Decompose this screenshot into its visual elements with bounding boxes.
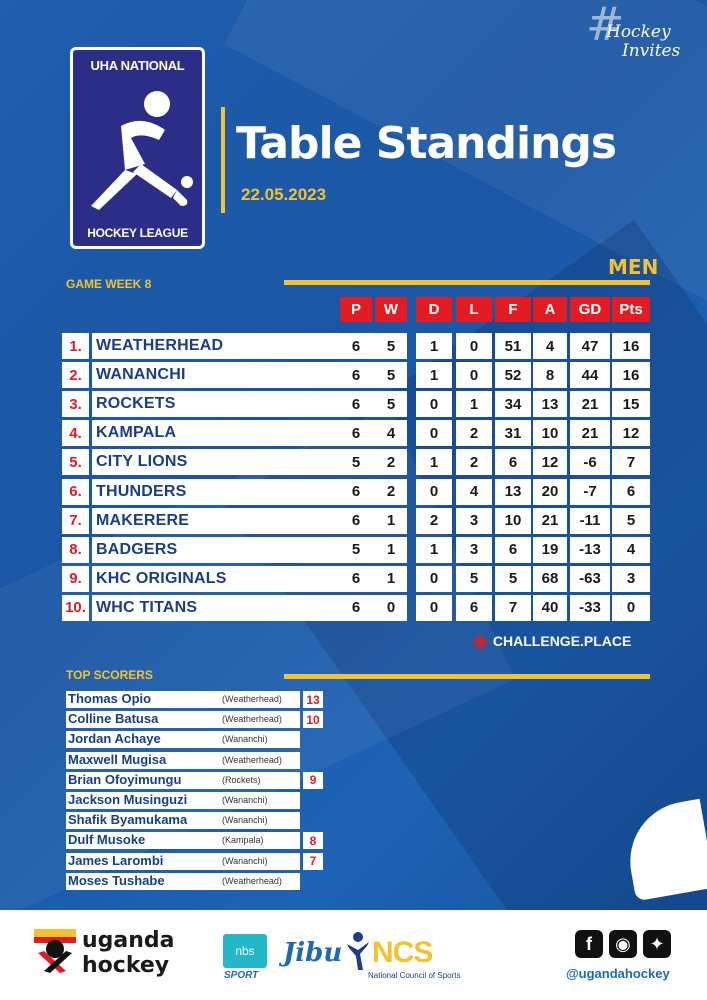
title-divider — [221, 107, 225, 213]
date: 22.05.2023 — [241, 185, 327, 204]
stat-a: 10 — [533, 420, 567, 446]
table-row — [62, 537, 650, 564]
stat-gd: -33 — [570, 595, 610, 621]
scorer-name: Shafik Byamukama — [68, 812, 188, 828]
stat-p: 6 — [340, 595, 372, 621]
game-week: GAME WEEK 8 — [66, 277, 152, 291]
scorer-team: (Weatherhead) — [222, 754, 282, 765]
column-header-gd: GD — [570, 297, 610, 322]
divider-line — [284, 280, 650, 285]
stat-pts: 6 — [612, 479, 650, 505]
challenge-place-label: CHALLENGE.PLACE — [492, 633, 632, 649]
stat-a: 20 — [533, 479, 567, 505]
scorer-row — [66, 691, 300, 708]
stat-gd: -6 — [570, 449, 610, 475]
stat-w: 0 — [375, 595, 407, 621]
hash-icon: # — [586, 0, 625, 51]
scorer-team: (Wananchi) — [222, 795, 268, 805]
table-row — [62, 449, 650, 476]
uh-line-1: uganda — [82, 928, 175, 953]
stat-pts: 16 — [612, 362, 650, 388]
team-name: KAMPALA — [96, 424, 177, 442]
scorer-row — [66, 792, 300, 809]
scorer-team: (Wananchi) — [222, 855, 268, 866]
stat-l: 2 — [456, 420, 492, 446]
scorer-goals: 8 — [303, 832, 323, 849]
stat-d: 1 — [416, 449, 452, 475]
table-row — [62, 508, 650, 535]
stat-gd: -11 — [570, 508, 610, 534]
scorer-name: James Larombi — [68, 852, 164, 868]
stat-d: 0 — [416, 391, 452, 417]
stat-w: 5 — [375, 333, 407, 359]
stat-pts: 7 — [612, 449, 650, 475]
scorer-goals: 10 — [303, 711, 323, 728]
rank: 4. — [62, 420, 89, 446]
stat-l: 0 — [456, 362, 492, 388]
stat-a: 8 — [533, 362, 567, 388]
stat-gd: -7 — [570, 479, 610, 505]
rank: 3. — [62, 391, 89, 417]
stat-a: 19 — [533, 537, 567, 563]
team-name: WANANCHI — [96, 366, 186, 384]
team-name: WEATHERHEAD — [96, 337, 224, 354]
stat-pts: 16 — [612, 333, 650, 359]
stat-gd: 47 — [570, 333, 610, 359]
column-header-w: W — [375, 297, 407, 322]
scorer-name: Jackson Musinguzi — [68, 792, 188, 807]
stat-d: 0 — [416, 479, 452, 505]
stat-p: 5 — [340, 537, 372, 563]
stat-f: 31 — [495, 420, 531, 446]
challenge-place-icon: ◈ — [472, 628, 489, 653]
stat-d: 0 — [416, 595, 452, 621]
team-name: BADGERS — [96, 540, 178, 558]
table-row — [62, 391, 650, 418]
stat-p: 6 — [340, 566, 372, 592]
stat-l: 3 — [456, 508, 492, 534]
stat-gd: 21 — [570, 420, 610, 446]
stat-w: 1 — [375, 537, 407, 563]
rank: 5. — [62, 449, 89, 475]
logo-top-text: UHA NATIONAL — [90, 58, 185, 73]
scorer-name: Moses Tushabe — [68, 872, 165, 888]
stat-a: 13 — [533, 391, 567, 417]
stat-l: 4 — [456, 479, 492, 505]
stat-f: 51 — [495, 333, 531, 359]
brand-line-2: Invites — [622, 41, 681, 61]
stat-w: 2 — [375, 479, 407, 505]
stat-f: 7 — [495, 595, 531, 621]
instagram-icon[interactable]: ◉ — [609, 930, 637, 958]
team-name: THUNDERS — [96, 482, 187, 500]
column-header-a: A — [533, 297, 567, 322]
column-header-d: D — [416, 297, 452, 322]
logo-bottom-text: HOCKEY LEAGUE — [87, 226, 188, 240]
page-title: Table Standings — [236, 118, 617, 169]
scorer-row — [66, 772, 300, 789]
scorer-team: (Kampala) — [222, 835, 264, 846]
stat-a: 21 — [533, 508, 567, 534]
table-row — [62, 333, 650, 360]
stat-a: 4 — [533, 333, 567, 359]
stat-f: 52 — [495, 362, 531, 388]
stat-w: 1 — [375, 566, 407, 592]
stat-w: 5 — [375, 362, 407, 388]
scorer-row — [66, 752, 300, 769]
stat-a: 40 — [533, 595, 567, 621]
stat-w: 4 — [375, 420, 407, 446]
team-name: KHC ORIGINALS — [96, 569, 227, 587]
rank: 10. — [62, 595, 89, 621]
uh-line-2: hockey — [82, 953, 170, 978]
scorer-team: (Rockets) — [222, 774, 261, 785]
stat-p: 6 — [340, 333, 372, 359]
table-row — [62, 420, 650, 447]
stat-l: 0 — [456, 333, 492, 359]
table-row — [62, 479, 650, 506]
scorer-row — [66, 812, 300, 829]
footer — [0, 910, 707, 1000]
rank: 6. — [62, 479, 89, 505]
stat-f: 5 — [495, 566, 531, 592]
rank: 7. — [62, 508, 89, 534]
stat-pts: 5 — [612, 508, 650, 534]
hockey-invites-brand — [586, 0, 681, 61]
stat-gd: -13 — [570, 537, 610, 563]
stat-pts: 3 — [612, 566, 650, 592]
column-header-f: F — [495, 297, 531, 322]
scorer-name: Maxwell Mugisa — [68, 751, 167, 767]
team-name: CITY LIONS — [96, 453, 188, 471]
scorer-goals: 7 — [303, 853, 323, 870]
stat-w: 5 — [375, 391, 407, 417]
stat-gd: -63 — [570, 566, 610, 592]
stat-l: 1 — [456, 391, 492, 417]
stat-gd: 44 — [570, 362, 610, 388]
table-row — [62, 595, 650, 622]
scorer-row — [66, 731, 300, 748]
stat-w: 2 — [375, 449, 407, 475]
scorer-row — [66, 873, 300, 890]
column-header-p: P — [340, 297, 372, 322]
stat-f: 6 — [495, 449, 531, 475]
scorer-row — [66, 832, 300, 849]
scorer-goals: 13 — [303, 691, 323, 708]
team-name: ROCKETS — [96, 395, 176, 413]
stat-f: 34 — [495, 391, 531, 417]
jibu-logo: Jibu — [283, 938, 343, 968]
stat-a: 12 — [533, 449, 567, 475]
stat-f: 13 — [495, 479, 531, 505]
stat-f: 10 — [495, 508, 531, 534]
ncs-logo: NCS — [372, 936, 433, 969]
stat-pts: 15 — [612, 391, 650, 417]
uha-league-logo — [70, 47, 205, 249]
top-scorers-title: TOP SCORERS — [66, 668, 153, 682]
team-name: WHC TITANS — [96, 598, 198, 616]
scorer-name: Jordan Achaye — [68, 731, 161, 747]
ncs-subtitle: National Council of Sports — [368, 971, 461, 980]
facebook-icon[interactable]: f — [575, 930, 603, 958]
scorer-team: (Weatherhead) — [222, 714, 282, 725]
stat-pts: 12 — [612, 420, 650, 446]
stat-w: 1 — [375, 508, 407, 534]
divider-line — [284, 674, 650, 679]
rank: 2. — [62, 362, 89, 388]
stat-l: 5 — [456, 566, 492, 592]
stat-d: 1 — [416, 362, 452, 388]
rank: 8. — [62, 537, 89, 563]
brand-line-1: Hockey — [606, 22, 671, 42]
social-handle[interactable]: @ugandahockey — [566, 966, 670, 981]
scorer-team: (Wananchi) — [222, 734, 268, 745]
nbs-logo: nbs — [223, 934, 267, 968]
category-label: MEN — [608, 255, 659, 279]
team-name: MAKERERE — [96, 511, 190, 529]
stat-d: 0 — [416, 420, 452, 446]
stat-gd: 21 — [570, 391, 610, 417]
table-row — [62, 362, 650, 389]
challenge-place-sponsor — [472, 628, 632, 653]
column-header-l: L — [456, 297, 492, 322]
stat-p: 6 — [340, 391, 372, 417]
stat-a: 68 — [533, 566, 567, 592]
scorer-team: (Weatherhead) — [222, 875, 282, 886]
stat-l: 6 — [456, 595, 492, 621]
ncs-figure-icon — [343, 930, 373, 974]
uganda-hockey-logo-icon — [30, 923, 80, 979]
stat-l: 3 — [456, 537, 492, 563]
scorer-goals: 9 — [303, 772, 323, 789]
column-header-pts: Pts — [612, 297, 650, 322]
stat-l: 2 — [456, 449, 492, 475]
scorer-team: (Wananchi) — [222, 815, 268, 826]
stat-pts: 0 — [612, 595, 650, 621]
uganda-hockey-wordmark — [82, 928, 175, 978]
stat-f: 6 — [495, 537, 531, 563]
scorer-name: Thomas Opio — [68, 691, 152, 706]
scorer-name: Brian Ofoyimungu — [68, 771, 182, 787]
stat-d: 2 — [416, 508, 452, 534]
stat-p: 6 — [340, 362, 372, 388]
social-icons — [575, 930, 671, 958]
scorer-row — [66, 711, 300, 728]
table-row — [62, 566, 650, 593]
scorer-name: Colline Batusa — [68, 711, 159, 727]
nbs-sport-label: SPORT — [224, 970, 259, 981]
rank: 9. — [62, 566, 89, 592]
stat-d: 1 — [416, 537, 452, 563]
scorer-name: Dulf Musoke — [68, 832, 146, 848]
stat-p: 6 — [340, 420, 372, 446]
stat-p: 6 — [340, 479, 372, 505]
stat-d: 1 — [416, 333, 452, 359]
scorer-row — [66, 853, 300, 870]
stat-p: 6 — [340, 508, 372, 534]
scorer-team: (Weatherhead) — [222, 694, 282, 704]
rank: 1. — [62, 333, 89, 359]
stat-d: 0 — [416, 566, 452, 592]
stat-pts: 4 — [612, 537, 650, 563]
hockey-player-icon — [81, 78, 196, 218]
twitter-icon[interactable]: ✦ — [643, 930, 671, 958]
stat-p: 5 — [340, 449, 372, 475]
